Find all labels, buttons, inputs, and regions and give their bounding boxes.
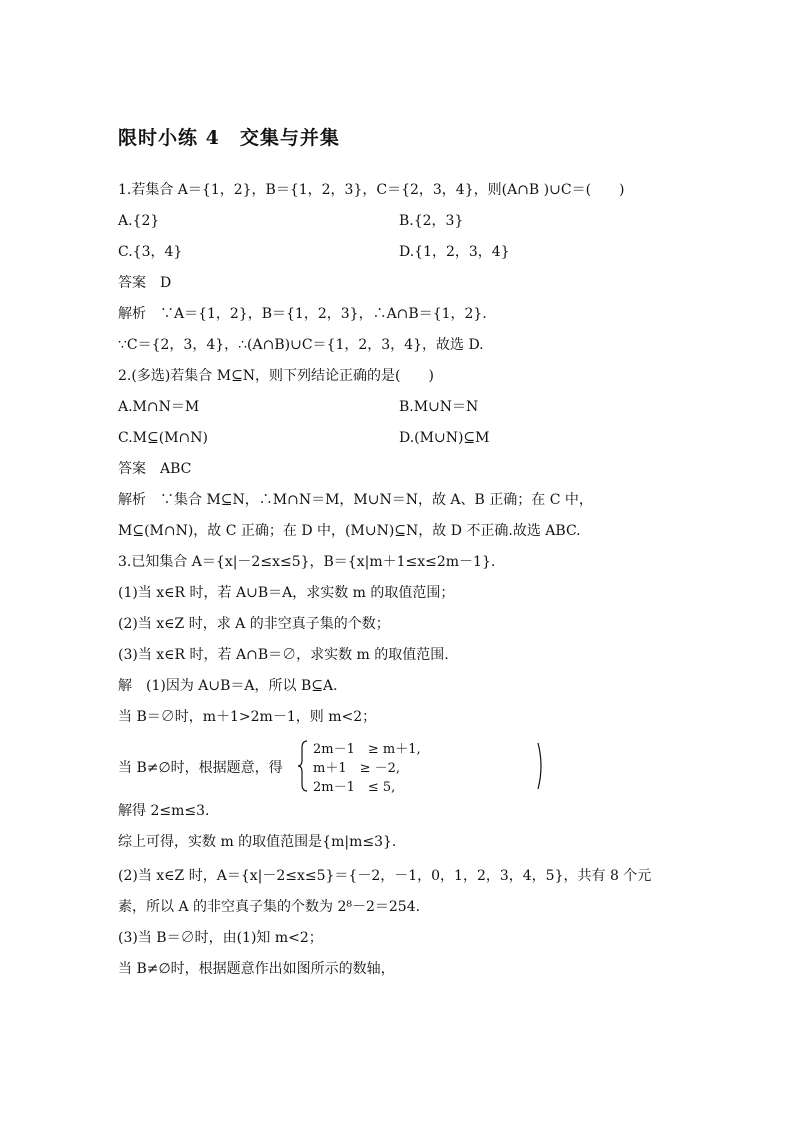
q2-options-row1 (118, 397, 479, 417)
q1-option-d: D.{1，2，3，4} (399, 244, 510, 260)
right-paren-icon (536, 742, 546, 790)
q1-option-a: A.{2} (118, 213, 160, 229)
q3-solution-line3: 当 B≠∅时，根据题意，得 (118, 760, 283, 776)
q2-analysis-line1: 解析 ∵集合 M⊆N，∴M∩N＝M，M∪N＝N，故 A、B 正确；在 C 中， (118, 492, 593, 508)
left-brace-icon (298, 740, 308, 792)
q3-solution-line5: 综上可得，实数 m 的取值范围是{m|m≤3}. (118, 834, 397, 850)
q3-solution-line9: 当 B≠∅时，根据题意作出如图所示的数轴， (118, 961, 395, 977)
q3-solution-line1: 解 (1)因为 A∪B＝A，所以 B⊆A. (118, 678, 338, 694)
q2-options-row2 (118, 428, 490, 448)
q1-option-b: B.{2，3} (399, 213, 464, 229)
q1-options-row2 (118, 242, 510, 262)
q2-stem: 2.(多选)若集合 M⊆N，则下列结论正确的是( ) (118, 368, 434, 384)
q2-option-b: B.M∪N＝N (399, 399, 479, 415)
q3-solution-line7: 素，所以 A 的非空真子集的个数为 2⁸－2＝254. (118, 899, 421, 915)
q3-part2: (2)当 x∈Z 时，求 A 的非空真子集的个数； (118, 616, 390, 632)
q1-option-c: C.{3，4} (118, 244, 183, 260)
inequality-system (118, 738, 448, 798)
q3-solution-line8: (3)当 B＝∅时，由(1)知 m<2； (118, 930, 323, 946)
q2-option-d: D.(M∪N)⊆M (399, 430, 490, 446)
q2-option-a: A.M∩N＝M (118, 399, 200, 415)
q3-solution-line4: 解得 2≤m≤3. (118, 803, 210, 819)
system-row-1: 2m－1 ≥ m＋1, (313, 742, 421, 757)
system-row-2: m＋1 ≥ －2, (313, 761, 401, 776)
q2-option-c: C.M⊆(M∩N) (118, 430, 208, 446)
q1-options-row1 (118, 211, 464, 231)
q3-part1: (1)当 x∈R 时，若 A∪B＝A，求实数 m 的取值范围； (118, 585, 455, 601)
q3-stem: 3.已知集合 A＝{x|－2≤x≤5}，B＝{x|m＋1≤x≤2m－1}. (118, 554, 496, 570)
q2-analysis-line2: M⊆(M∩N)，故 C 正确；在 D 中，(M∪N)⊆N，故 D 不正确.故选 ABC. (118, 523, 581, 539)
q1-stem: 1.若集合 A＝{1，2}，B＝{1，2，3}，C＝{2，3，4}，则(A∩B )∪C＝( ) (118, 182, 625, 198)
q3-part3: (3)当 x∈R 时，若 A∩B＝∅，求实数 m 的取值范围. (118, 647, 449, 663)
system-row-3: 2m－1 ≤ 5, (313, 780, 396, 795)
q1-answer: 答案 D (118, 275, 172, 291)
page-title: 限时小练 4 交集与并集 (118, 127, 340, 149)
q3-solution-line6: (2)当 x∈Z 时，A＝{x|－2≤x≤5}＝{－2，－1，0，1，2，3，4，5}，共有 8 个元 (118, 868, 652, 884)
q1-analysis-line1: 解析 ∵A＝{1，2}，B＝{1，2，3}，∴A∩B＝{1，2}. (118, 306, 487, 322)
q2-answer: 答案 ABC (118, 461, 192, 477)
q3-solution-line2: 当 B＝∅时，m＋1>2m－1，则 m<2； (118, 709, 377, 725)
q1-analysis-line2: ∵C＝{2，3，4}，∴(A∩B)∪C＝{1，2，3，4}，故选 D. (118, 337, 484, 353)
